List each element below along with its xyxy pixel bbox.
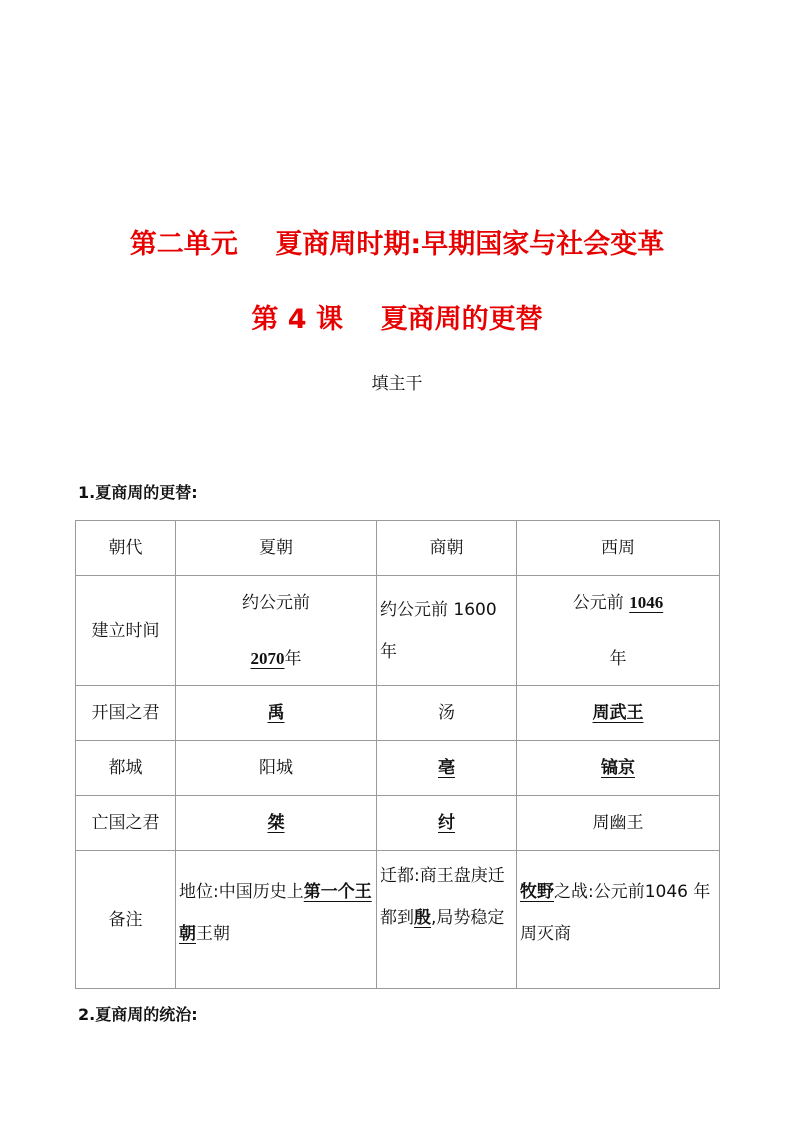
xia-note-text: 地位:中国历史上 — [179, 882, 304, 902]
zhou-note — [517, 851, 720, 989]
row-label: 亡国之君 — [76, 796, 176, 851]
table-row — [76, 686, 720, 741]
table-header-row — [76, 521, 720, 576]
xia-founding-year: 2070 — [250, 648, 285, 668]
xia-founding-suffix: 年 — [284, 648, 302, 669]
header-cell: 西周 — [517, 521, 720, 576]
xia-founder: 禹 — [267, 703, 285, 723]
table-row — [76, 851, 720, 989]
table-row — [76, 576, 720, 686]
xia-note — [176, 851, 377, 989]
section-heading-1: 1.夏商周的更替: — [78, 483, 198, 502]
zhou-last-ruler: 周幽王 — [517, 796, 720, 851]
zhou-founding-prefix: 公元前 — [572, 592, 624, 613]
xia-note-key: 第一个王朝 — [179, 882, 372, 944]
shang-note-text: 迁都:商王盘庚迁都到 — [380, 866, 505, 928]
table-row — [76, 741, 720, 796]
subtitle: 填主干 — [371, 374, 423, 394]
row-label: 建立时间 — [76, 576, 176, 686]
header-cell: 商朝 — [377, 521, 517, 576]
dynasty-table — [75, 520, 720, 989]
zhou-capital: 镐京 — [601, 758, 635, 778]
shang-last-ruler: 纣 — [438, 813, 455, 833]
xia-capital: 阳城 — [176, 741, 377, 796]
row-label: 开国之君 — [76, 686, 176, 741]
shang-note-suffix: ,局势稳定 — [431, 908, 505, 928]
row-label: 备注 — [76, 851, 176, 989]
shang-founding-cell: 约公元前 1600 年 — [377, 576, 517, 686]
shang-capital: 亳 — [438, 758, 455, 778]
zhou-founding-year: 1046 — [629, 592, 664, 612]
shang-note — [377, 851, 517, 989]
row-label: 都城 — [76, 741, 176, 796]
header-cell: 朝代 — [76, 521, 176, 576]
xia-note-suffix: 王朝 — [196, 924, 230, 944]
shang-founder: 汤 — [377, 686, 517, 741]
zhou-note-text: 之战:公元前1046 年周灭商 — [520, 882, 711, 944]
shang-note-key: 殷 — [414, 908, 431, 928]
zhou-founding-suffix: 年 — [609, 648, 627, 669]
table-row — [76, 796, 720, 851]
header-cell: 夏朝 — [176, 521, 377, 576]
section-heading-2: 2.夏商周的统治: — [78, 1005, 198, 1024]
lesson-title: 第 4 课 夏商周的更替 — [251, 304, 543, 335]
zhou-founding-cell — [517, 576, 720, 686]
xia-founding-cell — [176, 576, 377, 686]
xia-last-ruler: 桀 — [267, 813, 285, 833]
unit-title: 第二单元 夏商周时期:早期国家与社会变革 — [129, 229, 665, 260]
zhou-note-key: 牧野 — [520, 882, 554, 902]
xia-founding-prefix: 约公元前 — [242, 592, 310, 613]
zhou-founder: 周武王 — [592, 703, 644, 723]
